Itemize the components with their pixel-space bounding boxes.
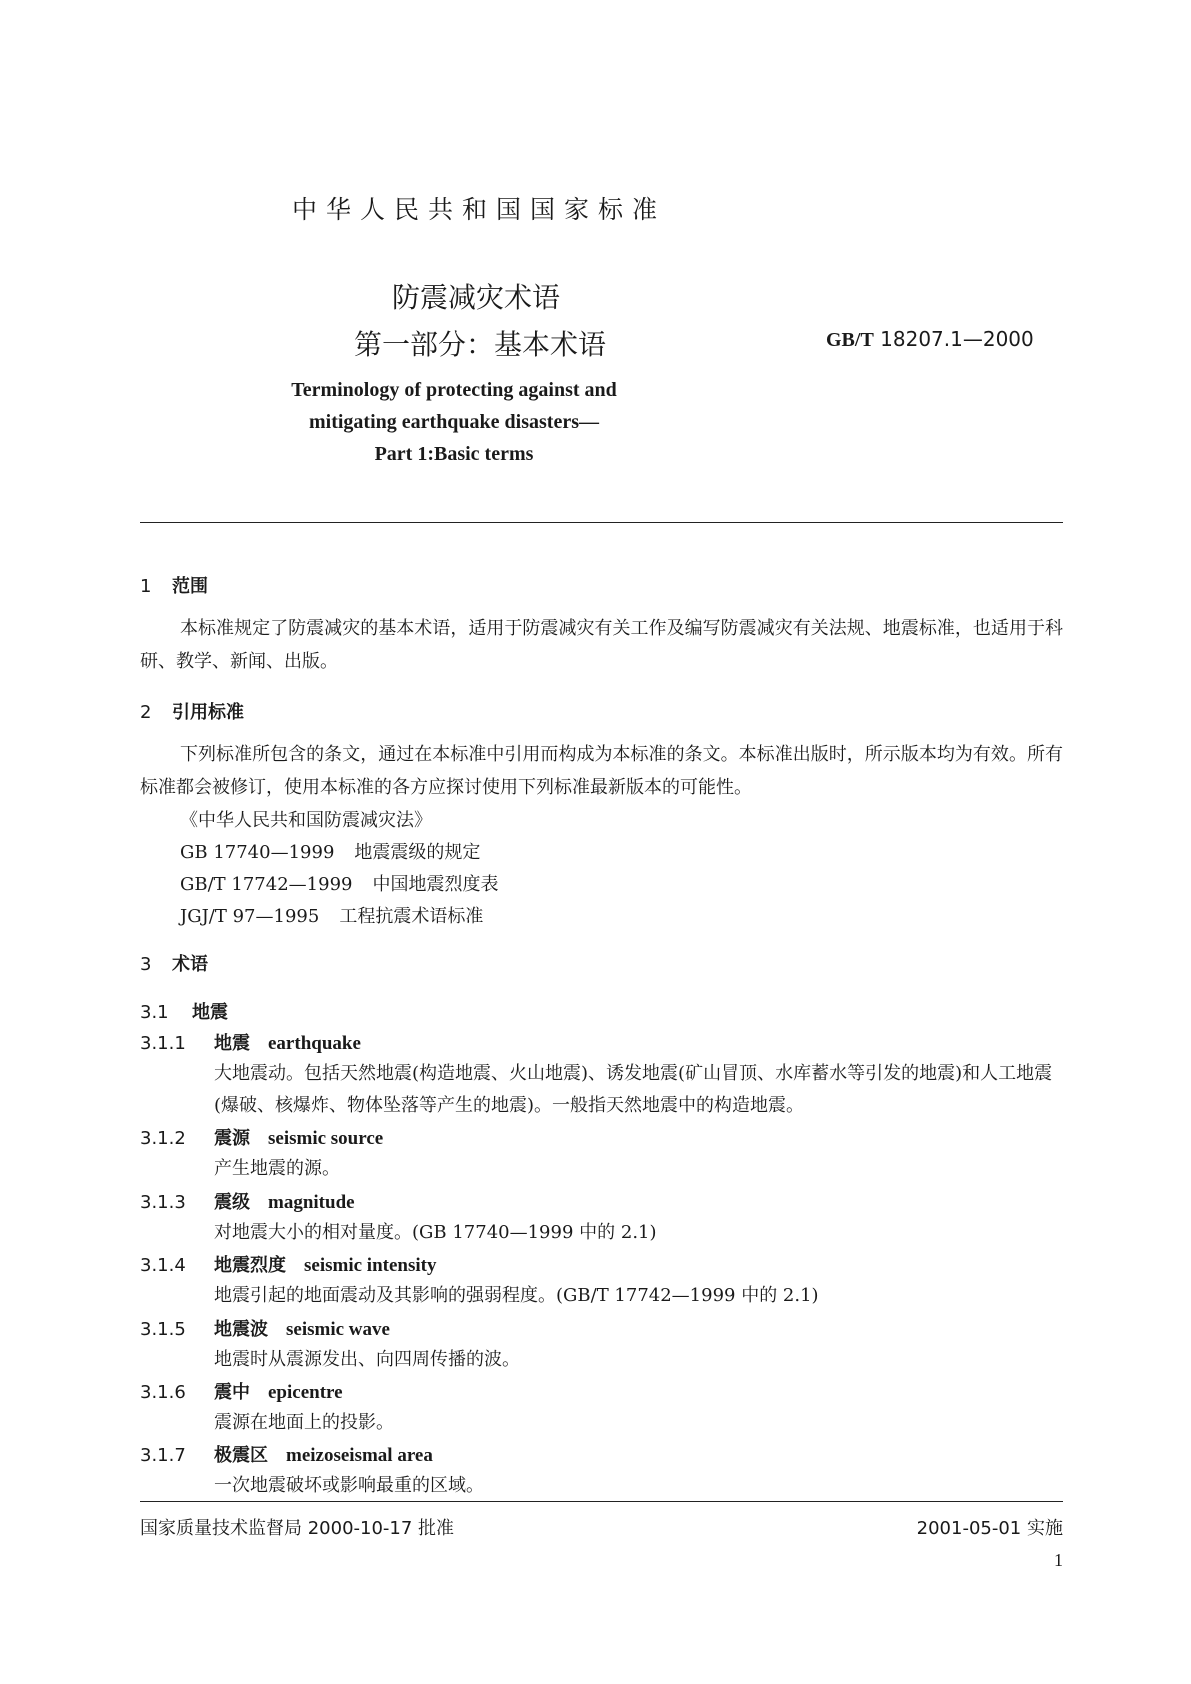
term-number: 3.1.2	[140, 1128, 186, 1149]
section-2-text	[140, 738, 1063, 804]
term-en: seismic intensity	[304, 1255, 437, 1276]
term-number: 3.1.4	[140, 1255, 186, 1276]
section-number: 2	[140, 702, 152, 723]
section-number: 1	[140, 576, 152, 597]
title-en-line2: mitigating earthquake disasters—	[309, 411, 599, 433]
header-divider	[140, 522, 1063, 523]
section-2-paragraph: 下列标准所包含的条文，通过在本标准中引用而构成为本标准的条文。本标准出版时，所示版本均为有效。所有标准都会被修订，使用本标准的各方应探讨使用下列标准最新版本的可能性。	[140, 744, 1063, 798]
term-heading	[140, 1124, 383, 1150]
reference-item	[180, 806, 432, 832]
standard-code-prefix: GB/T	[826, 329, 874, 351]
standard-code	[826, 327, 1034, 352]
term-en: earthquake	[268, 1033, 361, 1054]
national-standard-heading: 中华人民共和国国家标准	[292, 195, 667, 224]
section-3-heading	[140, 950, 208, 976]
standard-code-number: 18207.1—2000	[880, 327, 1034, 351]
term-heading	[140, 1315, 390, 1341]
section-title: 范围	[172, 576, 208, 597]
term-number: 3.1.5	[140, 1319, 186, 1340]
term-en: seismic wave	[286, 1319, 390, 1340]
section-number: 3	[140, 954, 152, 975]
implementation-date: 2001-05-01 实施	[916, 1518, 1063, 1539]
section-number: 3.1	[140, 1002, 169, 1023]
term-number: 3.1.1	[140, 1033, 186, 1054]
section-title: 术语	[172, 954, 208, 975]
term-cn: 地震	[214, 1033, 250, 1054]
reference-code: GB 17740—1999	[180, 842, 335, 863]
term-definition: 对地震大小的相对量度。(GB 17740—1999 中的 2.1)	[214, 1222, 657, 1243]
term-definition: 震源在地面上的投影。	[214, 1412, 394, 1433]
title-cn-line1: 防震减灾术语	[392, 281, 561, 314]
term-en: meizoseismal area	[286, 1445, 433, 1466]
section-title: 地震	[192, 1002, 228, 1023]
term-definition: 地震时从震源发出、向四周传播的波。	[214, 1349, 520, 1370]
title-en-line3: Part 1:Basic terms	[374, 443, 534, 465]
term-cn: 地震烈度	[214, 1255, 286, 1276]
reference-title: 中国地震烈度表	[372, 874, 499, 895]
approval-date: 国家质量技术监督局 2000-10-17 批准	[140, 1518, 455, 1539]
term-definition: 大地震动。包括天然地震(构造地震、火山地震)、诱发地震(矿山冒顶、水库蓄水等引发的地震)和人工地震(爆破、核爆炸、物体坠落等产生的地震)。一般指天然地震中的构造地震。	[214, 1063, 1053, 1116]
term-definition: 地震引起的地面震动及其影响的强弱程度。(GB/T 17742—1999 中的 2.1)	[214, 1285, 819, 1306]
title-en-line1: Terminology of protecting against and	[291, 379, 617, 401]
term-heading	[140, 1251, 436, 1277]
reference-item	[180, 902, 483, 928]
term-cn: 震中	[214, 1382, 250, 1403]
term-heading	[140, 1029, 361, 1055]
term-cn: 地震波	[214, 1319, 268, 1340]
term-heading	[140, 1441, 433, 1467]
term-cn: 震级	[214, 1192, 250, 1213]
term-number: 3.1.7	[140, 1445, 186, 1466]
section-1-text	[140, 612, 1063, 678]
term-en: epicentre	[268, 1382, 343, 1403]
footer-divider	[140, 1501, 1063, 1502]
term-cn: 震源	[214, 1128, 250, 1149]
section-title: 引用标准	[172, 702, 244, 723]
term-en: seismic source	[268, 1128, 384, 1149]
reference-item	[180, 838, 480, 864]
reference-title: 《中华人民共和国防震减灾法》	[180, 810, 432, 831]
term-heading	[140, 1378, 343, 1404]
section-2-heading	[140, 698, 244, 724]
section-3-1-heading	[140, 998, 228, 1024]
term-definition: 产生地震的源。	[214, 1158, 340, 1179]
reference-code: GB/T 17742—1999	[180, 874, 353, 895]
term-definition: 一次地震破坏或影响最重的区域。	[214, 1475, 484, 1496]
reference-code: JGJ/T 97—1995	[180, 906, 320, 927]
reference-title: 地震震级的规定	[354, 842, 481, 863]
reference-item	[180, 870, 498, 896]
term-cn: 极震区	[214, 1445, 268, 1466]
term-number: 3.1.6	[140, 1382, 186, 1403]
title-cn-line2: 第一部分：基本术语	[354, 328, 607, 361]
section-1-heading	[140, 572, 208, 598]
term-number: 3.1.3	[140, 1192, 186, 1213]
page-number: 1	[1054, 1550, 1063, 1570]
term-en: magnitude	[268, 1192, 355, 1213]
section-1-paragraph: 本标准规定了防震减灾的基本术语，适用于防震减灾有关工作及编写防震减灾有关法规、地震标准，也适用于科研、教学、新闻、出版。	[140, 618, 1063, 672]
term-heading	[140, 1188, 355, 1214]
reference-title: 工程抗震术语标准	[339, 906, 484, 927]
